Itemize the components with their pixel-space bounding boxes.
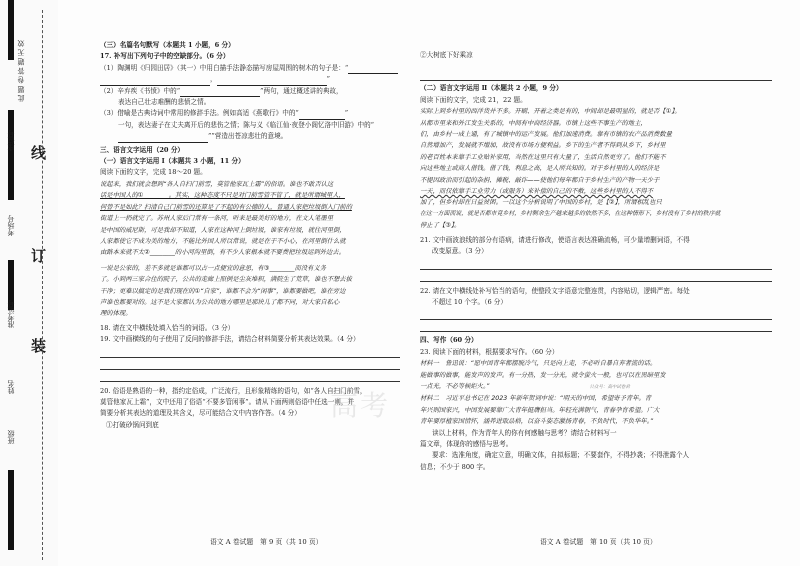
- watermark: 高考: [330, 389, 391, 422]
- material-1: [420, 358, 772, 393]
- passage-line: 何曾不是如此？扫清自己门前雪的还算是了不起的有公德的人，普通人家把垃圾倒入门前的: [100, 203, 352, 211]
- passage-line: 加了，但乡村却在日益贫困。一以这个分析说明了中国的乡村，是【②】，所谓相乱也只: [420, 199, 662, 207]
- material-line: 一点光，不必等候炬火。” 公众号：高中试卷君: [420, 382, 630, 390]
- source-tag: 公众号：高中试卷君: [589, 384, 630, 390]
- passage-paragraph: [100, 179, 400, 259]
- q17-part1: （1）陶渊明《归园田居》（其一）中用白描手法静态描写房屋周围的树木的句子是：“: [100, 63, 400, 74]
- answer-line[interactable]: [420, 69, 772, 81]
- answer-blank[interactable]: [100, 77, 210, 86]
- question-19: 19. 文中画横线的句子使用了反问的修辞手法，请结合材料简要分析其表达效果。（4 分）: [100, 335, 360, 344]
- binding-margin: [0, 0, 58, 566]
- material-line: 材料二 习近平总书记在 2023 年新年贺词中说：“明天的中国，希望寄予青年。青: [420, 395, 652, 403]
- passage-paragraph: [100, 263, 400, 320]
- q17-part2-cont: 表达自己壮志难酬的悲愤之情。: [118, 98, 211, 107]
- answer-blank[interactable]: [348, 65, 398, 74]
- subsection-heading: （二）语言文字运用 Ⅱ（本题共 2 小题，9 分）: [420, 84, 563, 93]
- field-room: 考场号: [7, 215, 15, 236]
- field-name: 姓名: [7, 380, 15, 394]
- passage-line: 停止了【③】。: [420, 222, 461, 230]
- page-footer-right: 语文 A 卷试题 第 10 页（共 10 页）: [540, 538, 657, 546]
- question-22-cont: 不超过 10 个字。（6 分）: [432, 297, 507, 306]
- question-20-cont: 简要分析其表达的道理及其含义，尽可能结合文中内容作答。（4 分）: [100, 409, 301, 418]
- binding-bar: [8, 110, 14, 200]
- passage-line: 干净；更难以搞定的是我们现在的①“自家”，谁都不会为“闲事”，谁都要做吧，谁在旁边: [100, 287, 346, 295]
- answer-line[interactable]: [100, 370, 400, 382]
- passage-line: 一天，而仅依靠手工业劳力（或服务）来补偿的自己的不敷，这些乡村里的人不得不: [420, 188, 653, 196]
- answer-line[interactable]: [420, 258, 772, 270]
- q17-part3-cont: 一句，表达妻子在丈夫离开后的悲伤之情；陈与义《临江仙·夜登小阁忆洛中旧游》中的“: [118, 120, 375, 129]
- passage-line: 街道上一扔就完了。苏州人家后门常有一条河，听来是最美好的地方，在文人笔墨里: [100, 215, 333, 223]
- writing-task: 读以上材料，作为青年人的你有何感触与思考？请结合材料写一: [432, 428, 617, 437]
- material-line: 青年要厚植家国情怀，涵养进取品格，以奋斗姿态激扬青春，不负时代，不负华年。”: [420, 418, 654, 426]
- binding-bar: [8, 0, 14, 60]
- passage-line: 的老百姓本来靠手工业贴补家用，当然在这里只有大量了，生活自然更穷了。他们不能不: [420, 153, 666, 161]
- passage-line: 说起来，我们就会想到“各人自扫门前雪，莫管他家瓦上霜”的俗语。谁也不敢否认这: [100, 180, 334, 188]
- question-20: 20. 俗语是熟语的一种，指约定俗成，广泛流行，且形象精练的语句，如“各人自扫门前雪，: [100, 386, 367, 395]
- answer-line[interactable]: [420, 270, 772, 282]
- passage-line: 们，由乡村一成上通，有了城镇中的运产发展。他们加速消费。靠有市镇的农产品消费数量: [420, 131, 672, 139]
- page-footer-left: 语文 A 卷试题 第 9 页（共 10 页）: [210, 538, 323, 546]
- passage-line: 理的体现。: [100, 310, 132, 318]
- seal-char-ding: 订: [29, 248, 47, 263]
- binding-notice: 此 题 卷 答 题 无 效: [17, 40, 25, 103]
- passage-line: 由路本来就不太②________的小河沟里倒，有不少人家根本就不要费把垃圾运到外边去。: [100, 249, 345, 257]
- cut-line: [42, 10, 43, 560]
- writing-task-cont: 篇文章，体现你的感悟与思考。: [420, 439, 513, 448]
- answer-line[interactable]: [420, 320, 772, 332]
- answer-line[interactable]: [420, 308, 772, 320]
- question-20-cont: 莫管他家瓦上霜”，文中还用了俗语“不要多管闲事”。请从下面两则俗语中任选一则，并: [100, 397, 355, 406]
- subsection-heading: （一）语言文字运用 Ⅰ（本题共 3 小题，11 分）: [100, 157, 245, 166]
- field-class: 班级: [7, 430, 15, 444]
- question-21: 21. 文中画波浪线的部分有语病，请进行修改，使语言表达准确流畅，可少量增删词语，不得: [420, 235, 690, 244]
- section-heading: （三）名篇名句默写（本题共 1 小题，6 分）: [100, 41, 235, 49]
- question-17: 17. 补写出下列句子中的空缺部分。（6 分）: [100, 52, 230, 61]
- seal-char-zhuang: 装: [29, 338, 47, 353]
- question-21-cont: 改变原意。（3 分）: [432, 247, 488, 256]
- material-2: [420, 393, 772, 427]
- passage-line: 人家都使它不成为美的地方，不能比外国人所以常说，就是在于不小心，在河里倒什么就: [100, 237, 346, 245]
- passage-line: 向这些地主或商人借钱。借了钱，利息之高，是人所共知的。对于乡村里的人的经济是: [420, 165, 660, 173]
- answer-blank[interactable]: [180, 88, 260, 97]
- answer-blank[interactable]: [217, 77, 327, 86]
- q17-part1-cont: ， ”: [100, 74, 400, 85]
- q17-part3-cont2: ””营造出苍凉悲壮的意境。: [100, 131, 400, 142]
- passage-line: 不提因政治而引起的杂捐、摊税、敲诈——使他们每年都自于乡村生产的产物一天少于: [420, 176, 660, 184]
- field-seat: 座位号: [7, 130, 15, 151]
- question-23: 23. 阅读下面的材料，根据要求写作。（60 分）: [420, 347, 559, 356]
- field-exam-id: 准考证号: [7, 300, 15, 328]
- passage-line: 话是中国人的①________。其实，这种态度不只是对门前雪管不管了，就是所谓城里人，: [100, 192, 345, 200]
- reading-instruction: 阅读下面的文字，完成 18～20 题。: [100, 168, 207, 177]
- seal-char-xian: 线: [29, 145, 47, 160]
- question-18: 18. 请在文中横线处填入恰当的词语。（3 分）: [100, 323, 235, 332]
- passage-line: 自然增加产，发展就不增加，故没有市场方便利益。乡下的生产者不得到从乡下，乡村里: [420, 142, 666, 150]
- material-line: 能做事的做事，能发声的发声。有一分热，发一分光，就令萤火一般，也可以在黑暗里发: [420, 371, 666, 379]
- answer-line[interactable]: [100, 346, 400, 358]
- passage-line: 在这一方面而说，就是否都市竟乡村，乡村剩余生产越来越多的依然不多，在这种情形下，乡村没有了乡村的秩序就: [420, 210, 721, 217]
- answer-line[interactable]: [100, 358, 400, 370]
- passage-line: 声谁也都要对的。这不是大家都认为公共的地方哪里是那块儿了都不同，对大家自私心: [100, 298, 340, 306]
- passage-line: 实际上到乡村里的西洋货并不多。开刷、开着之类是有的，中间却是最明显的，就是否【①】。: [420, 108, 681, 116]
- proverb-option-2: ②大树底下好乘凉: [420, 51, 473, 59]
- answer-blank[interactable]: [299, 111, 345, 120]
- passage-line: 从都市里来和外江发生关系的，中间有中商经济器。市镇上这些不事生产的地主，: [420, 119, 647, 127]
- left-column: [100, 6, 400, 431]
- binding-bar: [8, 470, 14, 550]
- q17-part3: （3）借喻是古典诗词中常用的修辞手法。例如高适《燕歌行》中的“ ”: [100, 108, 400, 119]
- material-line: 年兴则国家兴，中国发展要靠广大青年挺膺担当。年轻充满朝气，青春孕育希望。广大: [420, 406, 660, 414]
- passage-line: 了。小到两三家合住的院子，公共的走廊上照例是尘灰堆积，满院生了荒草，谁也不想去拔: [100, 276, 352, 284]
- section-heading: 三、语言文字运用（20 分）: [100, 145, 185, 154]
- writing-requirements: 要求：选准角度，确定立意，明确文体，自拟标题；不要套作，不得抄袭；不得泄露个人: [432, 451, 690, 460]
- passage-line: 是中国的威尼斯，可是我却不知道，人家在这种河上倒垃圾，谁家有垃圾，就往河里倒，: [100, 226, 346, 234]
- answer-blank[interactable]: [118, 134, 208, 143]
- question-22: 22. 请在文中横线处补写恰当的语句，使整段文字语意完整连贯，内容贴切，逻辑严密。每处: [420, 286, 690, 295]
- writing-requirements-cont: 信息；不少于 800 字。: [420, 462, 490, 471]
- right-column: [420, 6, 772, 473]
- passage-paragraph: [420, 106, 772, 231]
- q17-part2: （2）辛弃疾《书愤》中的“ ”两句，通过概述讲的典故，: [100, 86, 400, 97]
- material-line: 材料一 鲁迅说：“愿中国青年都摆脱冷气，只是向上走，不必听自暴自弃者流的话。: [420, 360, 657, 368]
- passage-line: 一说是公家的，差不多就是谁都可以占一点便宜的意思，有③________而没有义务: [100, 264, 327, 272]
- reading-instruction: 阅读下面的文字，完成 21，22 题。: [420, 95, 527, 104]
- section-heading: 四、写作（60 分）: [420, 336, 478, 345]
- proverb-option-1: ①打破砂锅问到底: [106, 420, 159, 429]
